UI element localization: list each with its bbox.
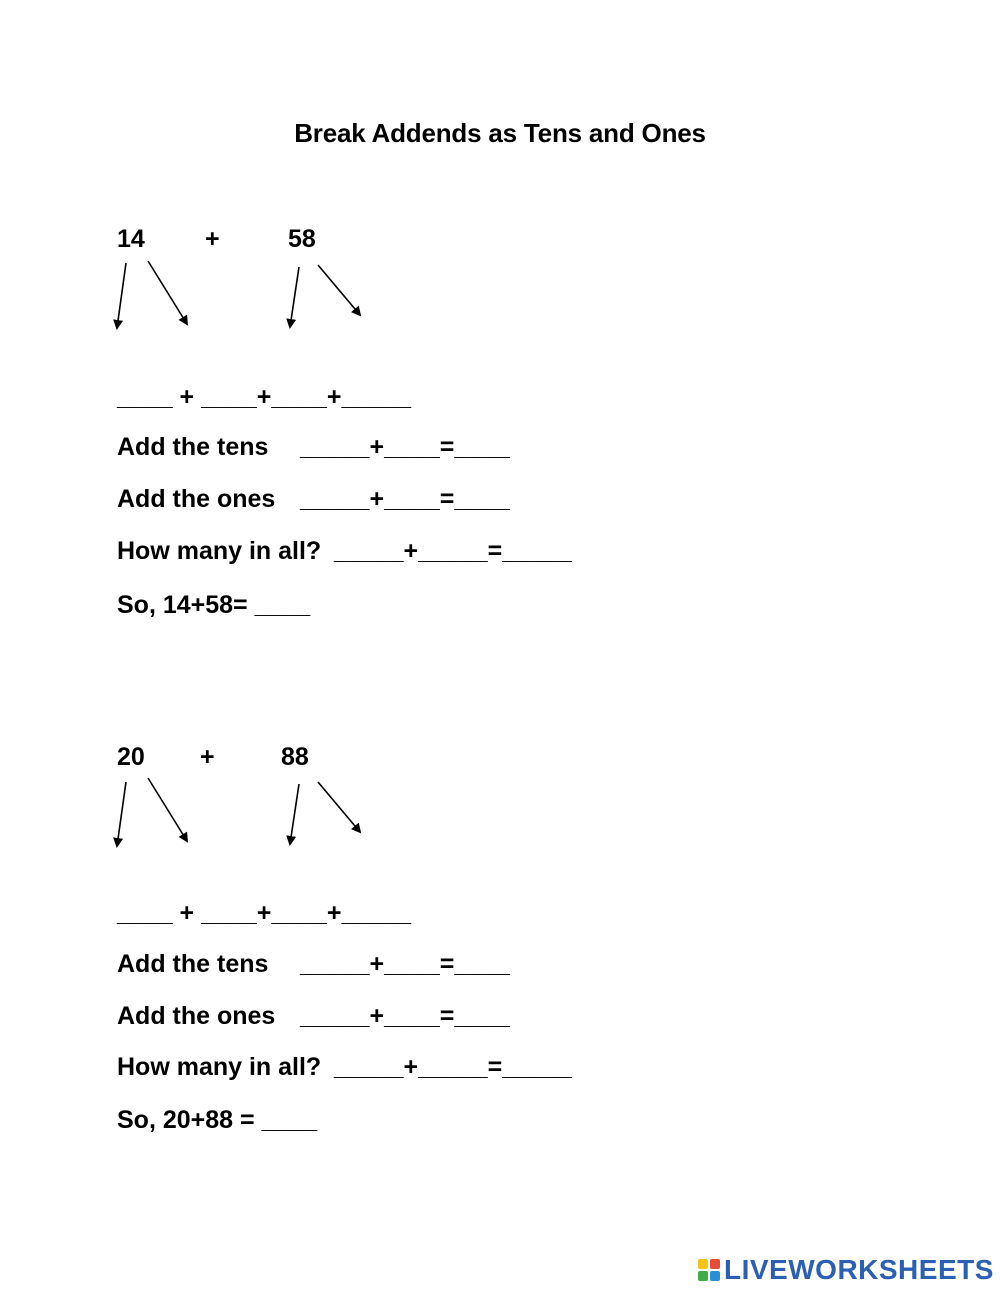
tens-label: Add the tens (117, 950, 269, 978)
answer-line[interactable]: So, 14+58= ____ (117, 591, 311, 619)
ones-arrow (148, 778, 187, 841)
plus-sign: + (200, 743, 215, 771)
expanded-blanks[interactable]: ____ + ____+____+_____ (117, 383, 412, 411)
addend-1: 14 (117, 225, 145, 253)
tens-label: Add the tens (117, 433, 269, 461)
liveworksheets-logo-icon (698, 1259, 720, 1281)
plus-sign: + (205, 225, 220, 253)
answer-line[interactable]: So, 20+88 = ____ (117, 1106, 318, 1134)
expanded-blanks[interactable]: ____ + ____+____+_____ (117, 899, 412, 927)
total-blanks[interactable]: _____+_____=_____ (334, 537, 572, 565)
tens-arrow (117, 782, 126, 846)
worksheet-title: Break Addends as Tens and Ones (294, 118, 706, 148)
ones-label: Add the ones (117, 485, 276, 513)
addend-2: 88 (281, 743, 309, 771)
total-blanks[interactable]: _____+_____=_____ (334, 1053, 572, 1081)
tens-blanks[interactable]: _____+____=____ (300, 433, 510, 461)
liveworksheets-logo[interactable] (698, 1253, 994, 1287)
addend-1: 20 (117, 743, 145, 771)
total-label: How many in all? (117, 1053, 322, 1081)
tens-arrow (290, 784, 299, 844)
ones-blanks[interactable]: _____+____=____ (300, 1002, 510, 1030)
total-label: How many in all? (117, 537, 322, 565)
ones-blanks[interactable]: _____+____=____ (300, 485, 510, 513)
ones-label: Add the ones (117, 1002, 276, 1030)
addend-2: 58 (288, 225, 316, 253)
tens-blanks[interactable]: _____+____=____ (300, 950, 510, 978)
ones-arrow (318, 782, 360, 832)
logo-text: LIVEWORKSHEETS (724, 1254, 994, 1285)
